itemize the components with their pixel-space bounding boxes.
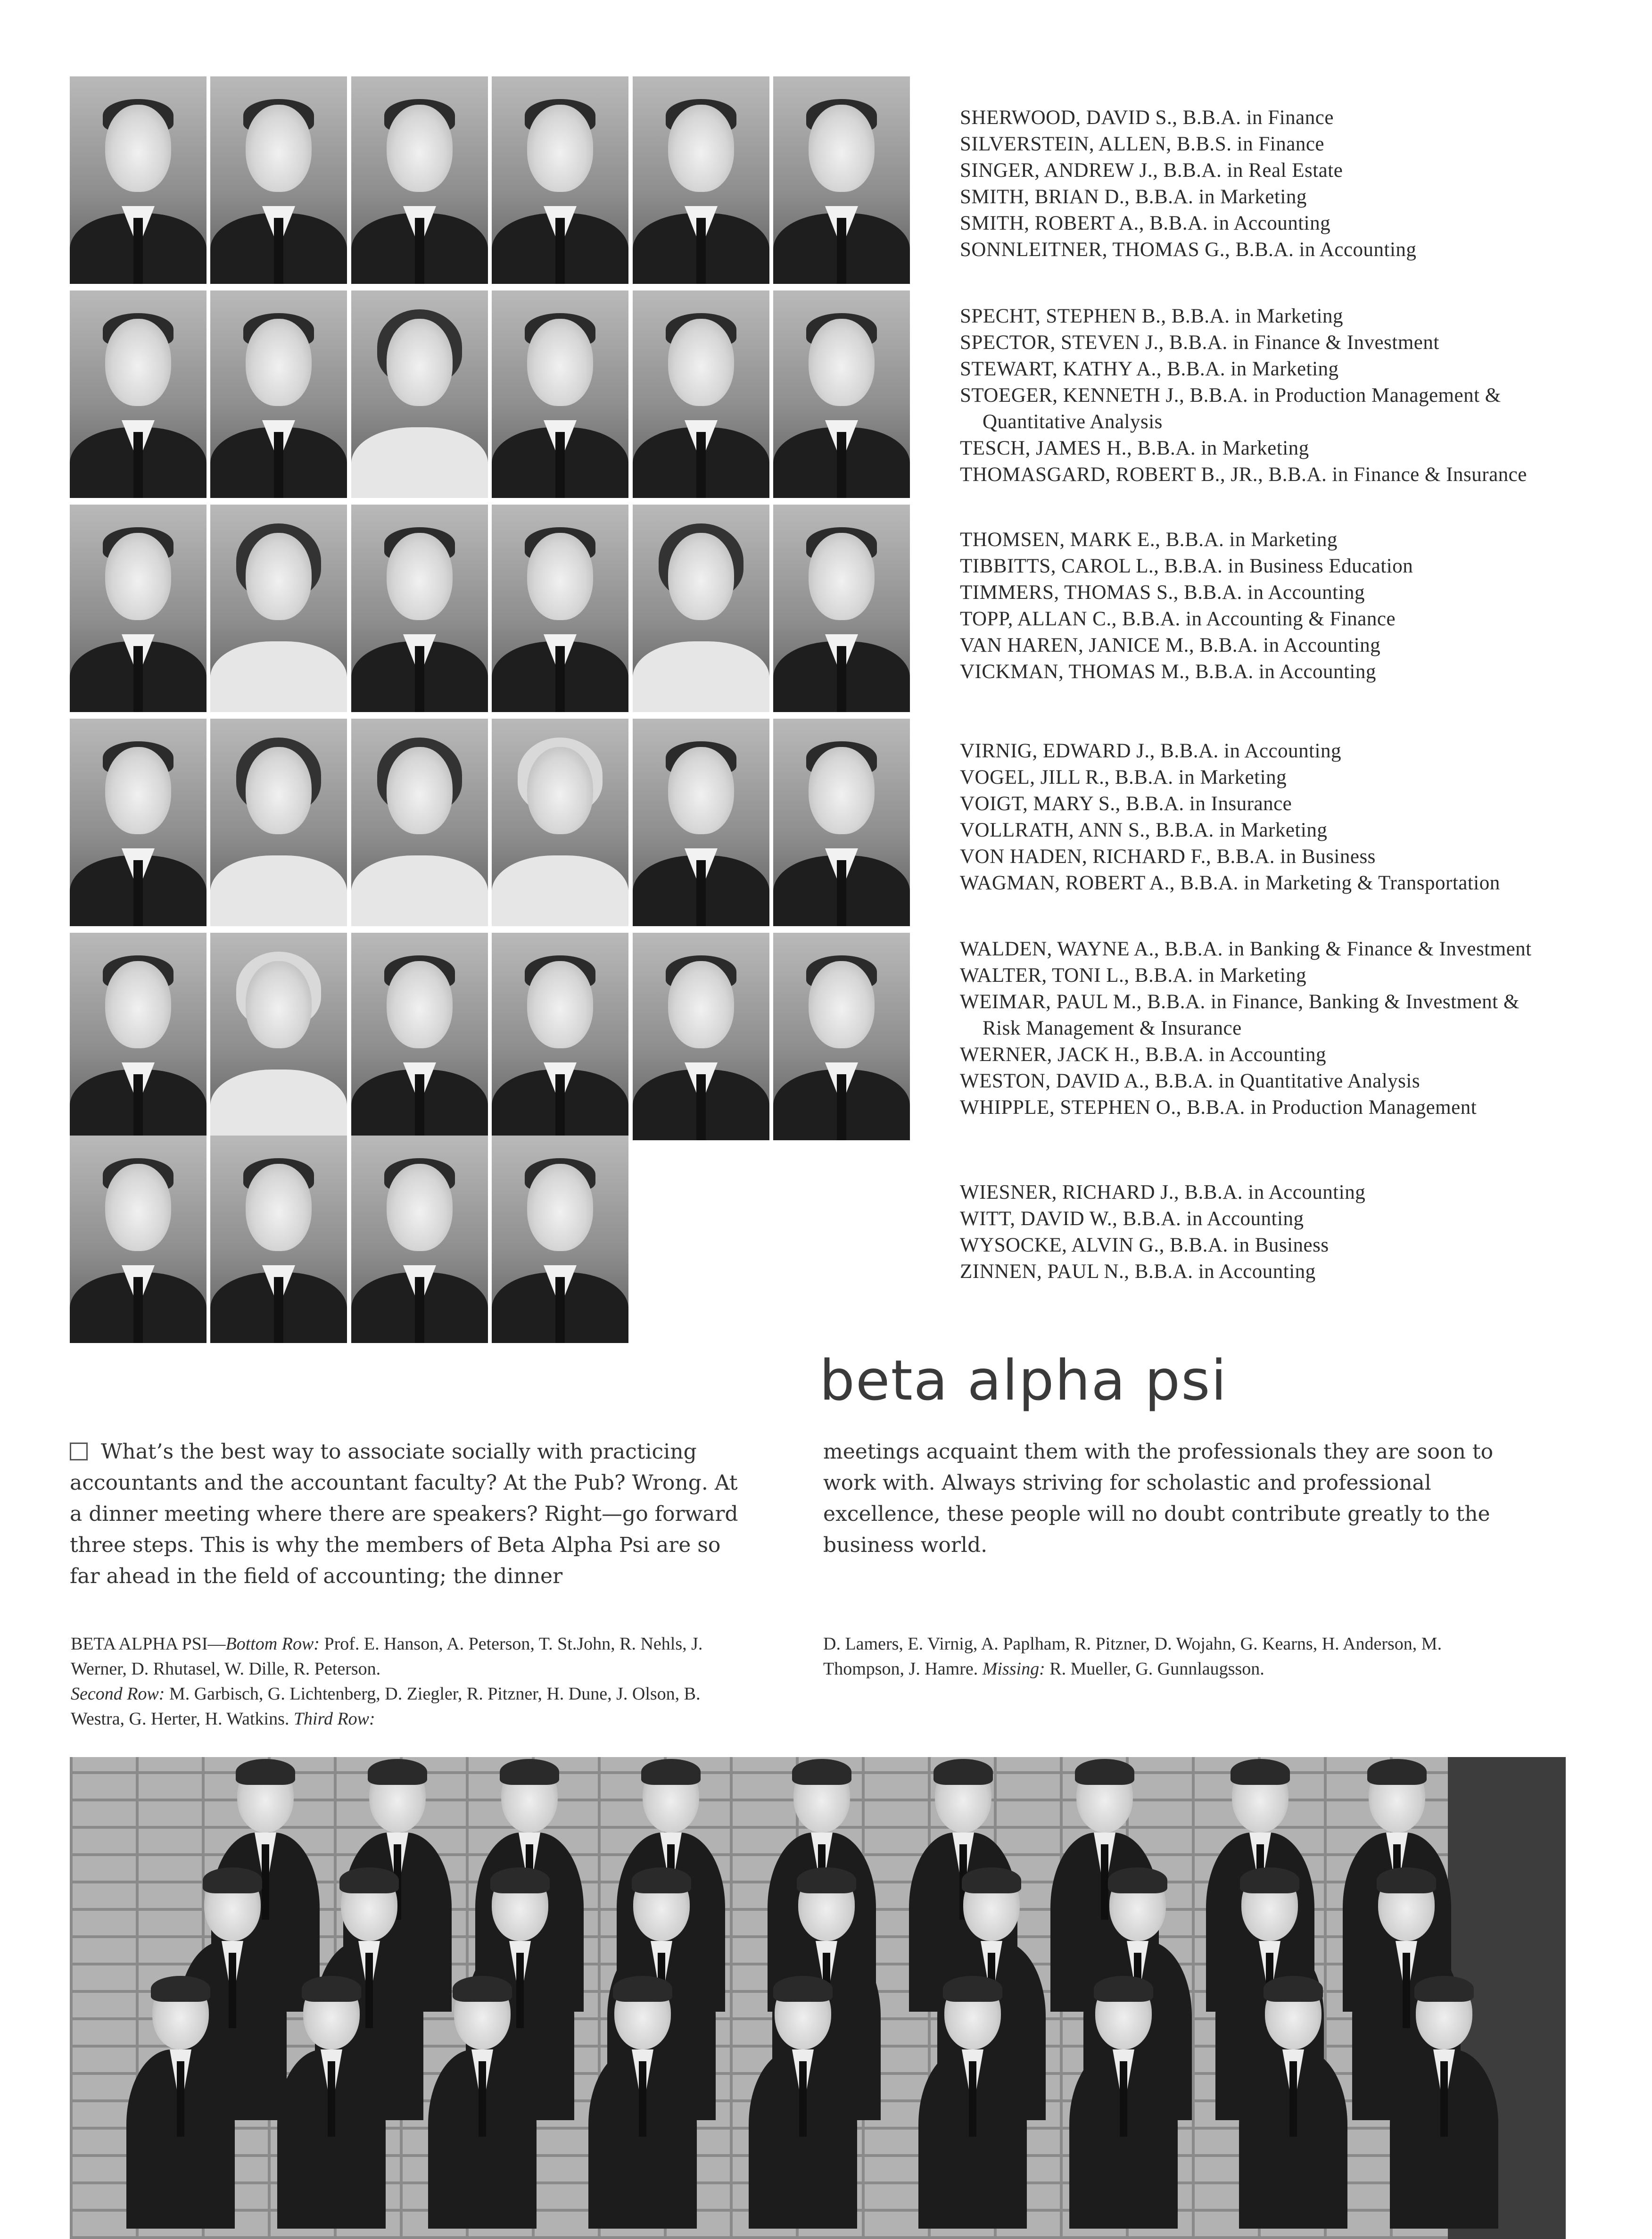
- caption-third-row-names: D. Lamers, E. Virnig, A. Paplham, R. Pitzner, D. Wojahn, G. Kearns, H. Anderson, M. Thompson, J. Hamre.: [823, 1634, 1442, 1679]
- name-entry: VOIGT, MARY S., B.B.A. in Insurance: [960, 793, 1292, 815]
- name-entry: WERNER, JACK H., B.B.A. in Accounting: [960, 1044, 1326, 1066]
- student-portrait: [633, 76, 769, 284]
- name-list-group-6: [960, 1179, 1365, 1285]
- name-list-group-5: [960, 936, 1532, 1121]
- student-portrait: [70, 1136, 206, 1343]
- name-list-group-2: [960, 303, 1527, 488]
- student-portrait: [773, 290, 910, 498]
- student-portrait: [70, 290, 206, 498]
- name-entry: STEWART, KATHY A., B.B.A. in Marketing: [960, 358, 1339, 380]
- student-portrait: [492, 933, 628, 1140]
- caption-bottom-row-names: Prof. E. Hanson, A. Peterson, T. St.John, R. Nehls, J. Werner, D. Rhutasel, W. Dille, R. Peterson.: [71, 1634, 703, 1679]
- name-entry: WAGMAN, ROBERT A., B.B.A. in Marketing & Transportation: [960, 872, 1500, 894]
- name-entry: VAN HAREN, JANICE M., B.B.A. in Accounting: [960, 634, 1381, 656]
- name-entry: VICKMAN, THOMAS M., B.B.A. in Accounting: [960, 661, 1376, 683]
- student-portrait: [351, 505, 488, 712]
- group-member: [428, 1979, 537, 2224]
- name-entry: VOLLRATH, ANN S., B.B.A. in Marketing: [960, 819, 1328, 841]
- caption-second-row-label: Second Row:: [71, 1684, 165, 1704]
- name-entry: SONNLEITNER, THOMAS G., B.B.A. in Accounting: [960, 239, 1417, 261]
- body-text-right: meetings acquaint them with the professionals they are soon to work with. Always striving for scholastic and professional excellence, these people will no doubt contribute greatly to the business world.: [823, 1440, 1494, 1557]
- student-portrait: [210, 505, 347, 712]
- name-entry: WALTER, TONI L., B.B.A. in Marketing: [960, 964, 1307, 987]
- group-member: [1069, 1979, 1178, 2224]
- name-list-group-1: [960, 105, 1416, 263]
- caption-org: BETA ALPHA PSI—: [71, 1634, 226, 1654]
- group-photo: [70, 1757, 1566, 2239]
- body-text-left: [70, 1436, 744, 1592]
- student-portrait: [351, 933, 488, 1140]
- name-list-group-3: [960, 527, 1413, 685]
- name-entry: WEIMAR, PAUL M., B.B.A. in Finance, Banking & Investment &: [960, 991, 1520, 1013]
- name-entry: SILVERSTEIN, ALLEN, B.B.S. in Finance: [960, 133, 1324, 155]
- name-entry: TESCH, JAMES H., B.B.A. in Marketing: [960, 437, 1309, 459]
- student-portrait: [210, 933, 347, 1140]
- student-portrait: [773, 933, 910, 1140]
- student-portrait: [633, 290, 769, 498]
- name-entry: WYSOCKE, ALVIN G., B.B.A. in Business: [960, 1234, 1329, 1256]
- name-entry: WESTON, DAVID A., B.B.A. in Quantitative Analysis: [960, 1070, 1421, 1092]
- name-entry: VON HADEN, RICHARD F., B.B.A. in Business: [960, 846, 1376, 868]
- body-text-left-content: What’s the best way to associate socially with practicing accountants and the accountant faculty? At the Pub? Wrong. At a dinner meeting where there are speakers? Right—go forward three steps. This is why the members of Beta Alpha Psi are so far ahead in the field of accounting; the dinner: [70, 1440, 738, 1588]
- name-list-group-4: [960, 738, 1500, 896]
- student-portrait: [210, 719, 347, 926]
- name-entry: THOMSEN, MARK E., B.B.A. in Marketing: [960, 529, 1338, 551]
- name-entry: WIESNER, RICHARD J., B.B.A. in Accounting: [960, 1181, 1366, 1203]
- portrait-grid: [70, 76, 966, 1350]
- caption-missing-label: Missing:: [982, 1659, 1045, 1679]
- name-entry: SPECTOR, STEVEN J., B.B.A. in Finance & Investment: [960, 332, 1439, 354]
- group-member: [1390, 1979, 1498, 2224]
- student-portrait: [492, 76, 628, 284]
- name-entry: SMITH, ROBERT A., B.B.A. in Accounting: [960, 212, 1331, 234]
- student-portrait: [633, 505, 769, 712]
- student-portrait: [633, 719, 769, 926]
- group-member: [749, 1979, 857, 2224]
- caption-second-row-names: M. Garbisch, G. Lichtenberg, D. Ziegler, R. Pitzner, H. Dune, J. Olson, B. Westra, G. Herter, H. Watkins.: [71, 1684, 701, 1729]
- name-entry: WALDEN, WAYNE A., B.B.A. in Banking & Finance & Investment: [960, 938, 1532, 960]
- name-entry: THOMASGARD, ROBERT B., JR., B.B.A. in Finance & Insurance: [960, 464, 1527, 486]
- name-entry: SHERWOOD, DAVID S., B.B.A. in Finance: [960, 107, 1334, 129]
- student-portrait: [773, 505, 910, 712]
- name-entry: WITT, DAVID W., B.B.A. in Accounting: [960, 1208, 1304, 1230]
- student-portrait: [492, 290, 628, 498]
- name-entry: SPECHT, STEPHEN B., B.B.A. in Marketing: [960, 305, 1344, 327]
- name-entry: VIRNIG, EDWARD J., B.B.A. in Accounting: [960, 740, 1341, 762]
- student-portrait: [210, 290, 347, 498]
- checkbox-icon: [70, 1443, 88, 1460]
- name-entry: SINGER, ANDREW J., B.B.A. in Real Estate: [960, 159, 1343, 182]
- name-entry: STOEGER, KENNETH J., B.B.A. in Production Management &: [960, 384, 1501, 406]
- name-entry: ZINNEN, PAUL N., B.B.A. in Accounting: [960, 1260, 1316, 1283]
- student-portrait: [351, 1136, 488, 1343]
- section-heading: beta alpha psi: [819, 1348, 1228, 1413]
- student-portrait: [773, 719, 910, 926]
- student-portrait: [210, 76, 347, 284]
- caption-bottom-row-label: Bottom Row:: [225, 1634, 320, 1654]
- photo-caption-left: [71, 1632, 754, 1732]
- caption-third-row-label: Third Row:: [293, 1709, 375, 1729]
- group-member: [918, 1979, 1027, 2224]
- name-entry: VOGEL, JILL R., B.B.A. in Marketing: [960, 766, 1287, 788]
- group-member: [588, 1979, 697, 2224]
- name-entry: SMITH, BRIAN D., B.B.A. in Marketing: [960, 186, 1307, 208]
- name-entry-continuation: Risk Management & Insurance: [983, 1017, 1242, 1039]
- photo-caption-right: [823, 1632, 1512, 1682]
- name-entry-continuation: Quantitative Analysis: [983, 411, 1163, 433]
- student-portrait: [70, 76, 206, 284]
- student-portrait: [210, 1136, 347, 1343]
- group-member: [1239, 1979, 1347, 2224]
- student-portrait: [492, 505, 628, 712]
- student-portrait: [351, 290, 488, 498]
- student-portrait: [70, 505, 206, 712]
- name-entry: WHIPPLE, STEPHEN O., B.B.A. in Production Management: [960, 1096, 1477, 1119]
- name-entry: TIBBITTS, CAROL L., B.B.A. in Business Education: [960, 555, 1413, 577]
- group-member: [277, 1979, 386, 2224]
- student-portrait: [492, 719, 628, 926]
- student-portrait: [773, 76, 910, 284]
- student-portrait: [492, 1136, 628, 1343]
- student-portrait: [351, 719, 488, 926]
- student-portrait: [70, 719, 206, 926]
- name-entry: TIMMERS, THOMAS S., B.B.A. in Accounting: [960, 581, 1365, 604]
- student-portrait: [351, 76, 488, 284]
- student-portrait: [70, 933, 206, 1140]
- group-member: [126, 1979, 235, 2224]
- name-entry: TOPP, ALLAN C., B.B.A. in Accounting & Finance: [960, 608, 1396, 630]
- student-portrait: [633, 933, 769, 1140]
- caption-missing-names: R. Mueller, G. Gunnlaugsson.: [1045, 1659, 1264, 1679]
